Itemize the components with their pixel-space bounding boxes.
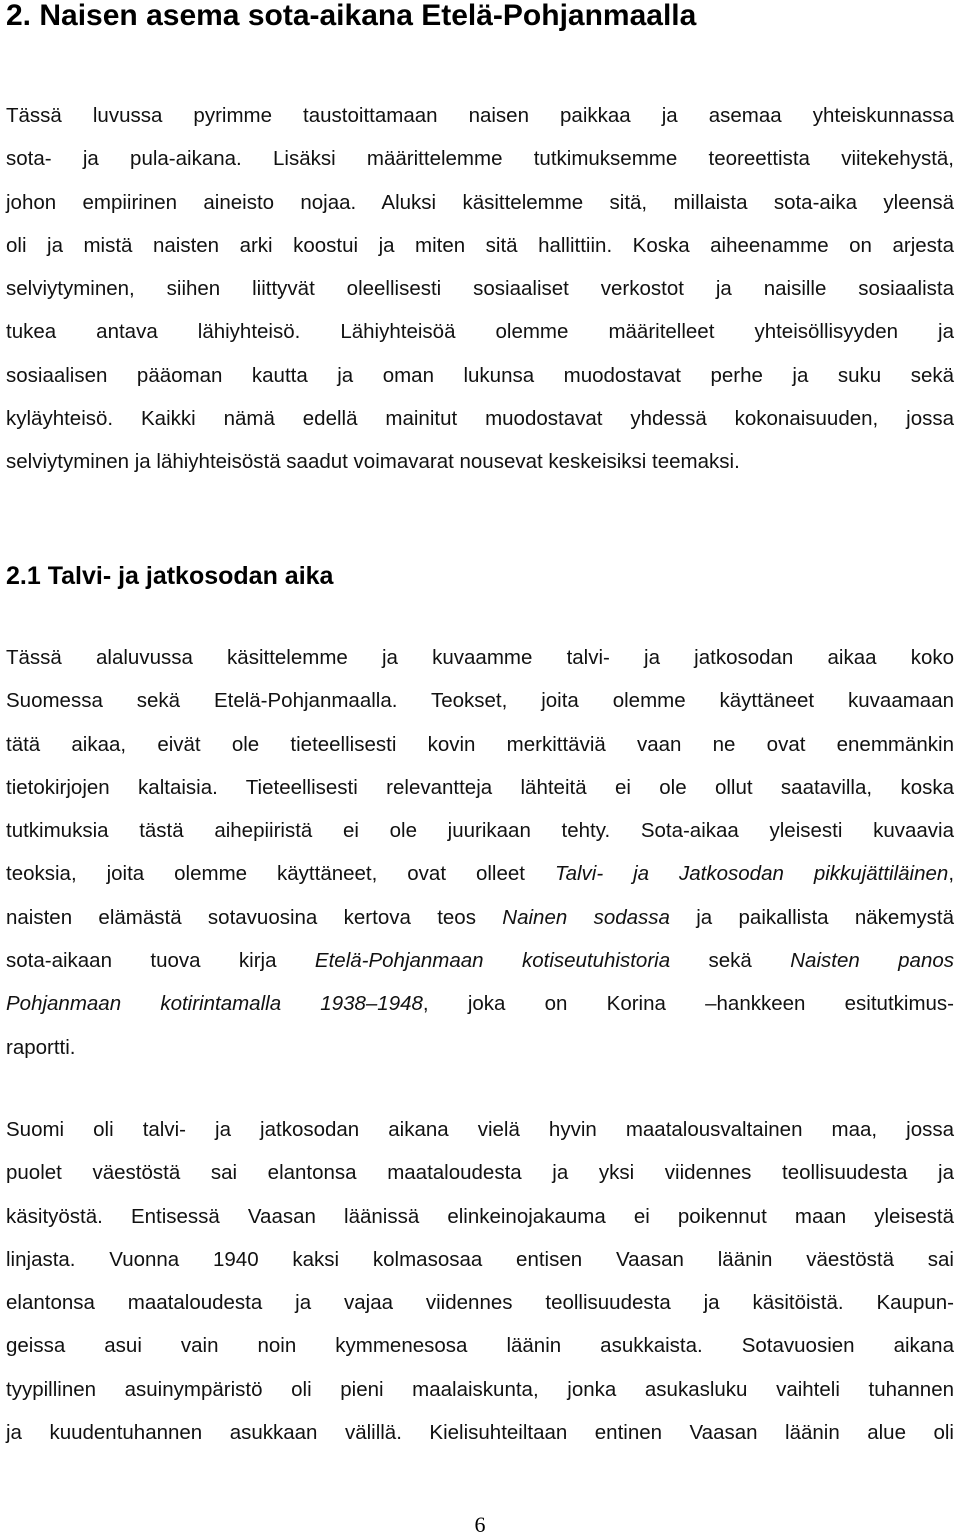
text-line: geissa asui vain noin kymmenesosa läänin asukkaista. Sotavuosien aikana (6, 1334, 954, 1358)
text-line: raportti. (6, 1035, 76, 1059)
text-line (6, 852, 954, 895)
text-line (6, 982, 954, 1025)
text-run: ja paikallista näkemystä (669, 905, 954, 929)
text-line (6, 896, 954, 939)
paragraph-intro (6, 94, 954, 484)
book-title: Nainen sodassa (502, 905, 670, 929)
text-line: käsityöstä. Entisessä Vaasan läänissä elinkeinojakauma ei poikennut maan yleisestä (6, 1204, 954, 1228)
book-title: Naisten panos (790, 949, 954, 973)
text-line: ja kuudentuhannen asukkaan välillä. Kielisuhteiltaan entinen Vaasan läänin alue oli (6, 1421, 954, 1445)
text-line: Suomessa sekä Etelä-Pohjanmaalla. Teokset, joita olemme käyttäneet kuvaamaan (6, 689, 954, 713)
text-run: teoksia, joita olemme käyttäneet, ovat olleet (6, 862, 555, 886)
text-line: Tässä luvussa pyrimme taustoittamaan naisen paikkaa ja asemaa yhteiskunnassa (6, 104, 954, 127)
text-line: tutkimuksia tästä aihepiiristä ei ole juurikaan tehty. Sota-aikaa yleisesti kuvaavia (6, 819, 954, 843)
text-line: elantonsa maataloudesta ja vajaa viidennes teollisuudesta ja käsitöistä. Kaupun- (6, 1291, 954, 1315)
text-line: oli ja mistä naisten arki koostui ja miten sitä hallittiin. Koska aiheenamme on arjesta (6, 233, 954, 257)
text-run: , (948, 862, 955, 886)
text-line: sota- ja pula-aikana. Lisäksi määrittelemme tutkimuksemme teoreettista viitekehystä, (6, 147, 954, 171)
text-line: selviytyminen ja lähiyhteisöstä saadut voimavarat nousevat keskeisiksi teemaksi. (6, 450, 740, 474)
text-line: kyläyhteisö. Kaikki nämä edellä mainitut muodostavat yhdessä kokonaisuuden, jossa (6, 407, 954, 431)
paragraph-economy (6, 1108, 954, 1454)
text-line: Suomi oli talvi- ja jatkosodan aikana vielä hyvin maatalousvaltainen maa, jossa (6, 1118, 954, 1141)
text-line: tätä aikaa, eivät ole tieteellisesti kovin merkittäviä vaan ne ovat enemmänkin (6, 732, 954, 756)
book-title: Etelä-Pohjanmaan kotiseutuhistoria (314, 949, 671, 973)
text-run: , joka on Korina –hankkeen esitutkimus- (422, 992, 954, 1016)
text-run: sekä (670, 949, 791, 973)
section-heading: 2.1 Talvi- ja jatkosodan aika (6, 562, 334, 590)
text-line: puolet väestöstä sai elantonsa maataloudesta ja yksi viidennes teollisuudesta ja (6, 1161, 954, 1185)
text-run: naisten elämästä sotavuosina kertova teos (6, 905, 503, 929)
text-line: johon empiirinen aineisto nojaa. Aluksi käsittelemme sitä, millaista sota-aika yleensä (6, 190, 954, 214)
text-line: sosiaalisen pääoman kautta ja oman lukunsa muodostavat perhe ja suku sekä (6, 363, 954, 387)
page-number: 6 (474, 1512, 486, 1537)
text-line (6, 939, 954, 982)
chapter-heading: 2. Naisen asema sota-aikana Etelä-Pohjanmaalla (6, 0, 697, 32)
text-line: tietokirjojen kaltaisia. Tieteellisesti relevantteja lähteitä ei ole ollut saatavilla, koska (6, 775, 954, 799)
text-line: Tässä alaluvussa käsittelemme ja kuvaamme talvi- ja jatkosodan aikaa koko (6, 646, 954, 669)
text-line: tukea antava lähiyhteisö. Lähiyhteisöä olemme määritelleet yhteisöllisyyden ja (6, 320, 954, 344)
text-line: selviytyminen, siihen liittyvät oleellisesti sosiaaliset verkostot ja naisille sosiaalista (6, 277, 954, 301)
book-title: Pohjanmaan kotirintamalla 1938–1948 (6, 992, 423, 1016)
paragraph-sources (6, 636, 954, 1069)
text-line: tyypillinen asuinympäristö oli pieni maalaiskunta, jonka asukasluku vaihteli tuhannen (6, 1377, 954, 1401)
text-run: sota-aikaan tuova kirja (6, 949, 315, 973)
text-line: linjasta. Vuonna 1940 kaksi kolmasosaa entisen Vaasan läänin väestöstä sai (6, 1247, 954, 1271)
book-title: Talvi- ja Jatkosodan pikkujättiläinen (554, 862, 949, 886)
